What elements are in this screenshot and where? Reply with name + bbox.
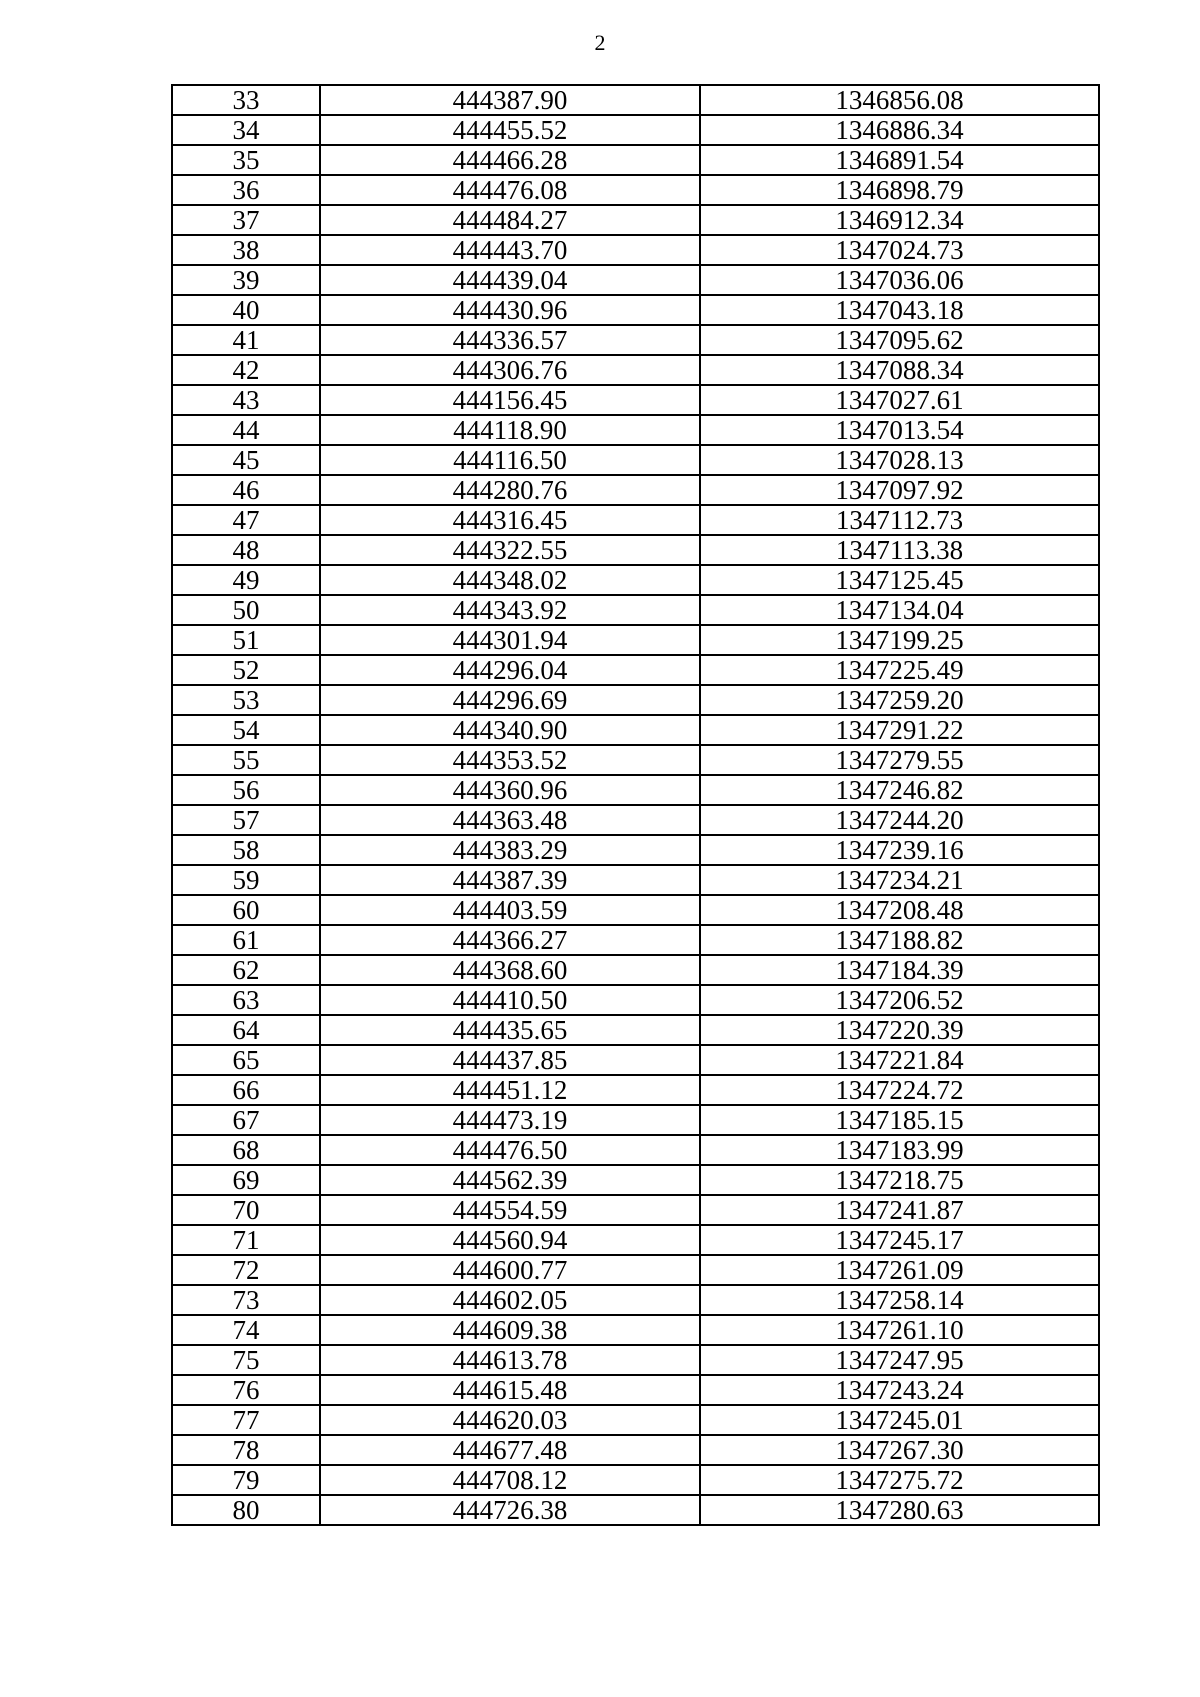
point-number-cell: 67 xyxy=(172,1105,320,1135)
y-coordinate-cell: 1347183.99 xyxy=(700,1135,1099,1165)
point-number-cell: 77 xyxy=(172,1405,320,1435)
x-coordinate-cell: 444560.94 xyxy=(320,1225,700,1255)
point-number-cell: 56 xyxy=(172,775,320,805)
x-coordinate-cell: 444484.27 xyxy=(320,205,700,235)
y-coordinate-cell: 1347239.16 xyxy=(700,835,1099,865)
x-coordinate-cell: 444156.45 xyxy=(320,385,700,415)
x-coordinate-cell: 444296.69 xyxy=(320,685,700,715)
table-row xyxy=(172,1405,1099,1435)
y-coordinate-cell: 1347246.82 xyxy=(700,775,1099,805)
table-row xyxy=(172,355,1099,385)
y-coordinate-cell: 1347245.17 xyxy=(700,1225,1099,1255)
y-coordinate-cell: 1347088.34 xyxy=(700,355,1099,385)
table-row xyxy=(172,535,1099,565)
x-coordinate-cell: 444360.96 xyxy=(320,775,700,805)
y-coordinate-cell: 1347125.45 xyxy=(700,565,1099,595)
x-coordinate-cell: 444410.50 xyxy=(320,985,700,1015)
table-row xyxy=(172,205,1099,235)
point-number-cell: 72 xyxy=(172,1255,320,1285)
y-coordinate-cell: 1347224.72 xyxy=(700,1075,1099,1105)
table-row xyxy=(172,1285,1099,1315)
y-coordinate-cell: 1347221.84 xyxy=(700,1045,1099,1075)
x-coordinate-cell: 444387.39 xyxy=(320,865,700,895)
table-row xyxy=(172,595,1099,625)
point-number-cell: 38 xyxy=(172,235,320,265)
point-number-cell: 76 xyxy=(172,1375,320,1405)
y-coordinate-cell: 1347013.54 xyxy=(700,415,1099,445)
y-coordinate-cell: 1347247.95 xyxy=(700,1345,1099,1375)
point-number-cell: 71 xyxy=(172,1225,320,1255)
y-coordinate-cell: 1347027.61 xyxy=(700,385,1099,415)
point-number-cell: 74 xyxy=(172,1315,320,1345)
point-number-cell: 41 xyxy=(172,325,320,355)
table-row xyxy=(172,115,1099,145)
y-coordinate-cell: 1347225.49 xyxy=(700,655,1099,685)
y-coordinate-cell: 1347279.55 xyxy=(700,745,1099,775)
point-number-cell: 50 xyxy=(172,595,320,625)
x-coordinate-cell: 444430.96 xyxy=(320,295,700,325)
x-coordinate-cell: 444340.90 xyxy=(320,715,700,745)
point-number-cell: 49 xyxy=(172,565,320,595)
table-row xyxy=(172,655,1099,685)
table-row xyxy=(172,625,1099,655)
table-row xyxy=(172,145,1099,175)
y-coordinate-cell: 1347244.20 xyxy=(700,805,1099,835)
x-coordinate-cell: 444353.52 xyxy=(320,745,700,775)
coordinates-table xyxy=(171,84,1100,1526)
table-row xyxy=(172,1075,1099,1105)
point-number-cell: 36 xyxy=(172,175,320,205)
table-row xyxy=(172,505,1099,535)
x-coordinate-cell: 444476.08 xyxy=(320,175,700,205)
point-number-cell: 47 xyxy=(172,505,320,535)
table-row xyxy=(172,295,1099,325)
table-row xyxy=(172,1225,1099,1255)
table-row xyxy=(172,385,1099,415)
point-number-cell: 54 xyxy=(172,715,320,745)
table-row xyxy=(172,1135,1099,1165)
table-row xyxy=(172,985,1099,1015)
x-coordinate-cell: 444343.92 xyxy=(320,595,700,625)
table-row xyxy=(172,835,1099,865)
y-coordinate-cell: 1347259.20 xyxy=(700,685,1099,715)
y-coordinate-cell: 1346912.34 xyxy=(700,205,1099,235)
point-number-cell: 51 xyxy=(172,625,320,655)
table-row xyxy=(172,805,1099,835)
table-row xyxy=(172,1045,1099,1075)
point-number-cell: 70 xyxy=(172,1195,320,1225)
x-coordinate-cell: 444437.85 xyxy=(320,1045,700,1075)
table-row xyxy=(172,925,1099,955)
x-coordinate-cell: 444435.65 xyxy=(320,1015,700,1045)
point-number-cell: 35 xyxy=(172,145,320,175)
table-row xyxy=(172,415,1099,445)
table-row xyxy=(172,1195,1099,1225)
x-coordinate-cell: 444280.76 xyxy=(320,475,700,505)
table-row xyxy=(172,565,1099,595)
y-coordinate-cell: 1347185.15 xyxy=(700,1105,1099,1135)
x-coordinate-cell: 444615.48 xyxy=(320,1375,700,1405)
table-row xyxy=(172,1345,1099,1375)
x-coordinate-cell: 444306.76 xyxy=(320,355,700,385)
x-coordinate-cell: 444677.48 xyxy=(320,1435,700,1465)
point-number-cell: 58 xyxy=(172,835,320,865)
point-number-cell: 55 xyxy=(172,745,320,775)
x-coordinate-cell: 444600.77 xyxy=(320,1255,700,1285)
table-row xyxy=(172,865,1099,895)
point-number-cell: 43 xyxy=(172,385,320,415)
x-coordinate-cell: 444562.39 xyxy=(320,1165,700,1195)
table-row xyxy=(172,685,1099,715)
point-number-cell: 57 xyxy=(172,805,320,835)
y-coordinate-cell: 1347113.38 xyxy=(700,535,1099,565)
table-row xyxy=(172,955,1099,985)
table-row xyxy=(172,745,1099,775)
y-coordinate-cell: 1347024.73 xyxy=(700,235,1099,265)
point-number-cell: 61 xyxy=(172,925,320,955)
point-number-cell: 78 xyxy=(172,1435,320,1465)
x-coordinate-cell: 444383.29 xyxy=(320,835,700,865)
table-row xyxy=(172,1465,1099,1495)
x-coordinate-cell: 444466.28 xyxy=(320,145,700,175)
table-row xyxy=(172,1495,1099,1525)
y-coordinate-cell: 1347291.22 xyxy=(700,715,1099,745)
point-number-cell: 37 xyxy=(172,205,320,235)
point-number-cell: 34 xyxy=(172,115,320,145)
point-number-cell: 73 xyxy=(172,1285,320,1315)
point-number-cell: 53 xyxy=(172,685,320,715)
y-coordinate-cell: 1347243.24 xyxy=(700,1375,1099,1405)
y-coordinate-cell: 1347206.52 xyxy=(700,985,1099,1015)
x-coordinate-cell: 444387.90 xyxy=(320,85,700,115)
x-coordinate-cell: 444708.12 xyxy=(320,1465,700,1495)
table-row xyxy=(172,1375,1099,1405)
x-coordinate-cell: 444322.55 xyxy=(320,535,700,565)
x-coordinate-cell: 444609.38 xyxy=(320,1315,700,1345)
x-coordinate-cell: 444620.03 xyxy=(320,1405,700,1435)
x-coordinate-cell: 444348.02 xyxy=(320,565,700,595)
table-row xyxy=(172,85,1099,115)
point-number-cell: 75 xyxy=(172,1345,320,1375)
point-number-cell: 68 xyxy=(172,1135,320,1165)
point-number-cell: 39 xyxy=(172,265,320,295)
point-number-cell: 60 xyxy=(172,895,320,925)
table-row xyxy=(172,475,1099,505)
y-coordinate-cell: 1347036.06 xyxy=(700,265,1099,295)
y-coordinate-cell: 1347258.14 xyxy=(700,1285,1099,1315)
y-coordinate-cell: 1346886.34 xyxy=(700,115,1099,145)
point-number-cell: 44 xyxy=(172,415,320,445)
y-coordinate-cell: 1347245.01 xyxy=(700,1405,1099,1435)
y-coordinate-cell: 1347267.30 xyxy=(700,1435,1099,1465)
x-coordinate-cell: 444443.70 xyxy=(320,235,700,265)
x-coordinate-cell: 444116.50 xyxy=(320,445,700,475)
y-coordinate-cell: 1347112.73 xyxy=(700,505,1099,535)
point-number-cell: 62 xyxy=(172,955,320,985)
y-coordinate-cell: 1347280.63 xyxy=(700,1495,1099,1525)
table-row xyxy=(172,775,1099,805)
x-coordinate-cell: 444403.59 xyxy=(320,895,700,925)
point-number-cell: 65 xyxy=(172,1045,320,1075)
x-coordinate-cell: 444451.12 xyxy=(320,1075,700,1105)
y-coordinate-cell: 1347095.62 xyxy=(700,325,1099,355)
x-coordinate-cell: 444554.59 xyxy=(320,1195,700,1225)
point-number-cell: 63 xyxy=(172,985,320,1015)
table-row xyxy=(172,1435,1099,1465)
table-row xyxy=(172,175,1099,205)
x-coordinate-cell: 444296.04 xyxy=(320,655,700,685)
point-number-cell: 33 xyxy=(172,85,320,115)
point-number-cell: 46 xyxy=(172,475,320,505)
y-coordinate-cell: 1347220.39 xyxy=(700,1015,1099,1045)
point-number-cell: 45 xyxy=(172,445,320,475)
x-coordinate-cell: 444602.05 xyxy=(320,1285,700,1315)
table-row xyxy=(172,1255,1099,1285)
x-coordinate-cell: 444368.60 xyxy=(320,955,700,985)
point-number-cell: 66 xyxy=(172,1075,320,1105)
y-coordinate-cell: 1347218.75 xyxy=(700,1165,1099,1195)
y-coordinate-cell: 1347134.04 xyxy=(700,595,1099,625)
point-number-cell: 40 xyxy=(172,295,320,325)
point-number-cell: 64 xyxy=(172,1015,320,1045)
x-coordinate-cell: 444473.19 xyxy=(320,1105,700,1135)
y-coordinate-cell: 1346856.08 xyxy=(700,85,1099,115)
y-coordinate-cell: 1347199.25 xyxy=(700,625,1099,655)
y-coordinate-cell: 1347028.13 xyxy=(700,445,1099,475)
x-coordinate-cell: 444455.52 xyxy=(320,115,700,145)
x-coordinate-cell: 444363.48 xyxy=(320,805,700,835)
point-number-cell: 59 xyxy=(172,865,320,895)
point-number-cell: 48 xyxy=(172,535,320,565)
x-coordinate-cell: 444366.27 xyxy=(320,925,700,955)
x-coordinate-cell: 444726.38 xyxy=(320,1495,700,1525)
table-row xyxy=(172,715,1099,745)
x-coordinate-cell: 444336.57 xyxy=(320,325,700,355)
y-coordinate-cell: 1347188.82 xyxy=(700,925,1099,955)
table-row xyxy=(172,445,1099,475)
point-number-cell: 79 xyxy=(172,1465,320,1495)
page-number: 2 xyxy=(594,30,606,55)
table-row xyxy=(172,1105,1099,1135)
table-row xyxy=(172,325,1099,355)
table-row xyxy=(172,895,1099,925)
y-coordinate-cell: 1347241.87 xyxy=(700,1195,1099,1225)
table-row xyxy=(172,1315,1099,1345)
table-row xyxy=(172,265,1099,295)
y-coordinate-cell: 1347097.92 xyxy=(700,475,1099,505)
point-number-cell: 42 xyxy=(172,355,320,385)
y-coordinate-cell: 1346898.79 xyxy=(700,175,1099,205)
y-coordinate-cell: 1347234.21 xyxy=(700,865,1099,895)
y-coordinate-cell: 1346891.54 xyxy=(700,145,1099,175)
table-row xyxy=(172,1015,1099,1045)
y-coordinate-cell: 1347275.72 xyxy=(700,1465,1099,1495)
table-row xyxy=(172,235,1099,265)
x-coordinate-cell: 444301.94 xyxy=(320,625,700,655)
x-coordinate-cell: 444316.45 xyxy=(320,505,700,535)
point-number-cell: 80 xyxy=(172,1495,320,1525)
y-coordinate-cell: 1347043.18 xyxy=(700,295,1099,325)
y-coordinate-cell: 1347261.09 xyxy=(700,1255,1099,1285)
x-coordinate-cell: 444613.78 xyxy=(320,1345,700,1375)
x-coordinate-cell: 444439.04 xyxy=(320,265,700,295)
y-coordinate-cell: 1347184.39 xyxy=(700,955,1099,985)
x-coordinate-cell: 444118.90 xyxy=(320,415,700,445)
x-coordinate-cell: 444476.50 xyxy=(320,1135,700,1165)
y-coordinate-cell: 1347261.10 xyxy=(700,1315,1099,1345)
coordinates-table-body xyxy=(172,85,1099,1525)
point-number-cell: 52 xyxy=(172,655,320,685)
table-row xyxy=(172,1165,1099,1195)
y-coordinate-cell: 1347208.48 xyxy=(700,895,1099,925)
point-number-cell: 69 xyxy=(172,1165,320,1195)
